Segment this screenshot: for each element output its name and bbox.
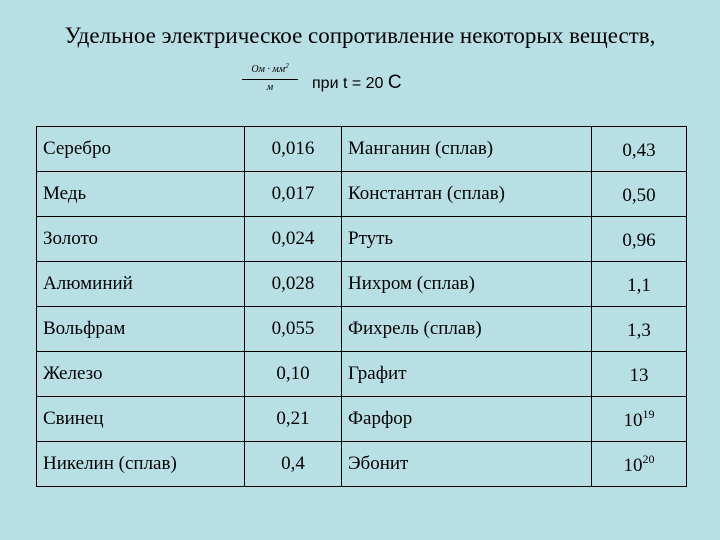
value-base: 0,43: [622, 139, 656, 161]
resistivity-value-right: [592, 127, 687, 172]
substance-name-right: Ртуть: [342, 217, 592, 262]
table-body: [37, 127, 687, 487]
resistivity-value-left: 0,028: [245, 262, 342, 307]
value-base: 0,96: [622, 229, 656, 251]
table-row: [37, 442, 687, 487]
resistivity-value-right: [592, 172, 687, 217]
table-row: [37, 127, 687, 172]
resistivity-value-right: [592, 262, 687, 307]
condition-text: при t = 20: [312, 75, 384, 92]
resistivity-value-left: 0,055: [245, 307, 342, 352]
table-row: [37, 352, 687, 397]
substance-name-left: Железо: [37, 352, 245, 397]
resistivity-value-left: 0,024: [245, 217, 342, 262]
substance-name-left: Свинец: [37, 397, 245, 442]
substance-name-left: Вольфрам: [37, 307, 245, 352]
resistivity-value-right: [592, 217, 687, 262]
condition-unit: С: [387, 72, 402, 93]
resistivity-table: [36, 126, 687, 487]
resistivity-value-left: 0,017: [245, 172, 342, 217]
unit-numerator-power: 2: [285, 62, 289, 70]
substance-name-right: Эбонит: [342, 442, 592, 487]
unit-numerator: [242, 60, 298, 80]
table-row: [37, 397, 687, 442]
resistivity-value-left: 0,21: [245, 397, 342, 442]
substance-name-right: Константан (сплав): [342, 172, 592, 217]
table-row: [37, 262, 687, 307]
temperature-condition: [312, 73, 402, 94]
resistivity-value-right: [592, 352, 687, 397]
value-base: 1,3: [627, 319, 651, 341]
value-exponent: 19: [642, 406, 655, 421]
resistivity-value-right: [592, 442, 687, 487]
value-base: 10: [623, 409, 643, 431]
table-row: [37, 307, 687, 352]
resistivity-value-right: [592, 307, 687, 352]
value-exponent: 20: [642, 451, 655, 466]
page-title: Удельное электрическое сопротивление некоторых веществ,: [64, 23, 656, 48]
substance-name-left: Алюминий: [37, 262, 245, 307]
resistivity-value-left: 0,4: [245, 442, 342, 487]
substance-name-left: Медь: [37, 172, 245, 217]
substance-name-left: Никелин (сплав): [37, 442, 245, 487]
value-base: 1,1: [627, 274, 651, 296]
resistivity-value-left: 0,016: [245, 127, 342, 172]
value-base: 10: [623, 454, 643, 476]
unit-fraction: [242, 60, 298, 94]
unit-numerator-text: Ом · мм: [251, 64, 286, 75]
value-base: 0,50: [622, 184, 656, 206]
substance-name-right: Графит: [342, 352, 592, 397]
table-row: [37, 172, 687, 217]
resistivity-value-left: 0,10: [245, 352, 342, 397]
resistivity-value-right: [592, 397, 687, 442]
substance-name-right: Нихром (сплав): [342, 262, 592, 307]
unit-denominator: м: [266, 82, 274, 93]
substance-name-left: Золото: [37, 217, 245, 262]
substance-name-left: Серебро: [37, 127, 245, 172]
value-base: 13: [629, 364, 649, 386]
substance-name-right: Манганин (сплав): [342, 127, 592, 172]
substance-name-right: Фарфор: [342, 397, 592, 442]
substance-name-right: Фихрель (сплав): [342, 307, 592, 352]
unit-and-condition: [240, 60, 500, 100]
table-row: [37, 217, 687, 262]
